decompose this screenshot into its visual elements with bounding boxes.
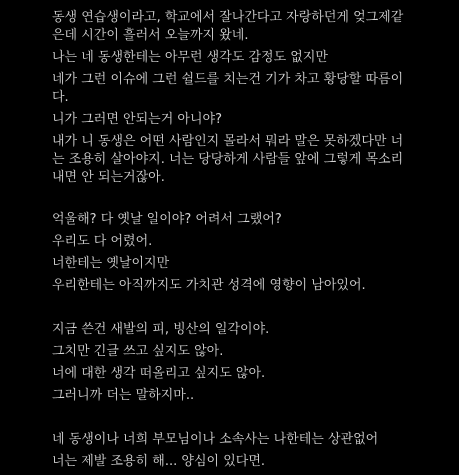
text-line: 네 동생이나 너희 부모님이나 소속사는 나한테는 상관없어 xyxy=(52,432,379,447)
text-line: 너에 대한 생각 떠올리고 싶지도 않아. xyxy=(52,366,266,381)
text-line: 니가 그러면 안되는거 아니야? xyxy=(52,112,222,127)
text-line: 우리도 다 어렸어. xyxy=(52,234,153,249)
text-line: 내가 니 동생은 어떤 사람인지 몰라서 뭐라 말은 못하겠다만 너 xyxy=(52,134,404,149)
text-line: 나는 네 동생한테는 아무런 생각도 감정도 없지만 xyxy=(52,50,328,65)
text-line: 다. xyxy=(52,90,69,105)
text-line: 너한테는 옛날이지만 xyxy=(52,256,170,271)
post-body xyxy=(52,9,452,475)
text-line: 그치만 긴글 쓰고 싶지도 않아. xyxy=(52,344,224,359)
text-line: 지금 쓴건 새발의 피, 빙산의 일각이야. xyxy=(52,322,270,337)
paragraph-4 xyxy=(52,431,452,471)
text-line: 네가 그런 이슈에 그런 쉴드를 치는건 기가 차고 황당할 따름이 xyxy=(52,72,404,87)
text-line: 동생 연습생이라고, 학교에서 잘나간다고 자랑하던게 엊그제같 xyxy=(52,10,404,25)
paragraph-spacer xyxy=(52,191,452,211)
text-line: 그러니까 더는 말하지마.. xyxy=(52,388,195,403)
text-line: 는 조용히 살아야지. 너는 당당하게 사람들 앞에 그렇게 목소리 xyxy=(52,152,404,167)
paragraph-3 xyxy=(52,321,452,405)
text-line: 내면 안 되는거잖아. xyxy=(52,170,165,185)
paragraph-spacer xyxy=(52,299,452,321)
text-line: 우리한테는 아직까지도 가치관 성격에 영향이 남아있어. xyxy=(52,278,366,293)
text-line: 너는 제발 조용히 해... 양심이 있다면. xyxy=(52,454,266,469)
text-line: 억울해? 다 옛날 일이야? 어려서 그랬어? xyxy=(52,212,282,227)
text-line: 은데 시간이 흘러서 오늘까지 왔네. xyxy=(52,28,249,43)
paragraph-spacer xyxy=(52,409,452,431)
paragraph-2 xyxy=(52,211,452,295)
paragraph-1 xyxy=(52,9,452,187)
